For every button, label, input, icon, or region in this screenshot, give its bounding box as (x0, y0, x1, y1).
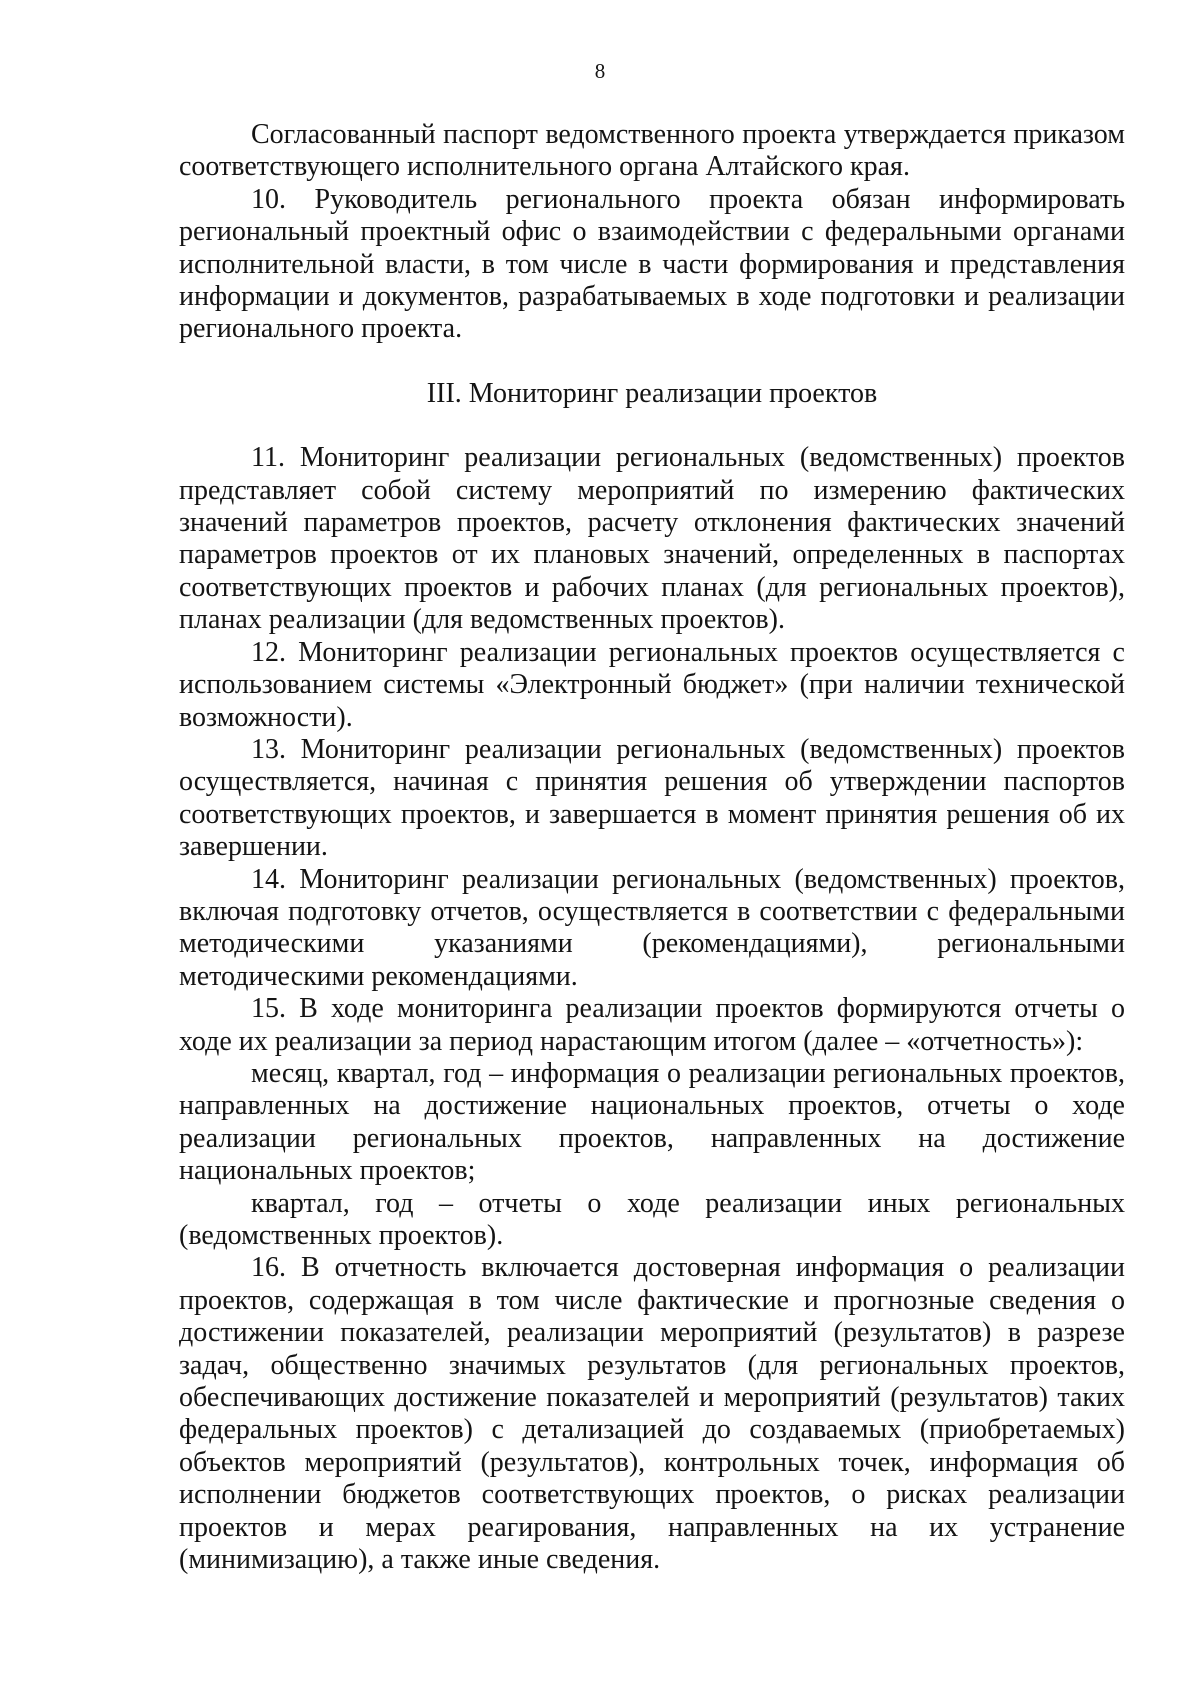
paragraph-15: 15. В ходе мониторинга реализации проектов формируются отчеты о ходе их реализации за период нарастающим итогом (далее – «отчетность»): (179, 993, 1125, 1057)
paragraph-15-quarterly: квартал, год – отчеты о ходе реализации иных региональных (ведомственных проектов). (179, 1187, 1125, 1251)
paragraph-15-monthly: месяц, квартал, год – информация о реализации региональных проектов, направленных на достижение национальных проектов, отчеты о ходе реализации региональных проектов, направленных на достижение национальных проектов; (179, 1057, 1125, 1187)
paragraph-agreed-passport: Согласованный паспорт ведомственного проекта утверждается приказом соответствующего исполнительного органа Алтайского края. (179, 119, 1125, 183)
paragraph-11: 11. Мониторинг реализации региональных (ведомственных) проектов представляет собой систему мероприятий по измерению фактических значений параметров проектов, расчету отклонения фактических значений параметров проектов от их плановых значений, определенных в паспортах соответствующих проектов и рабочих планах (для региональных проектов), планах реализации (для ведомственных проектов). (179, 442, 1125, 636)
paragraph-13: 13. Мониторинг реализации региональных (ведомственных) проектов осуществляется, начиная с принятия решения об утверждении паспортов соответствующих проектов, и завершается в момент принятия решения об их завершении. (179, 733, 1125, 863)
paragraph-14: 14. Мониторинг реализации региональных (ведомственных) проектов, включая подготовку отчетов, осуществляется в соответствии с федеральными методическими указаниями (рекомендациями), региональными методическими рекомендациями. (179, 863, 1125, 992)
page-number: 8 (594, 59, 606, 83)
section-heading-monitoring: III. Мониторинг реализации проектов (426, 377, 878, 409)
paragraph-16: 16. В отчетность включается достоверная информация о реализации проектов, содержащая в том числе фактические и прогнозные сведения о достижении показателей, реализации мероприятий (результатов) в разрезе задач, общественно значимых результатов (для региональных проектов, обеспечивающих достижение показателей и мероприятий (результатов) таких федеральных проектов) с детализацией до создаваемых (приобретаемых) объектов мероприятий (результатов), контрольных точек, информация об исполнении бюджетов соответствующих проектов, о рисках реализации проектов и мерах реагирования, направленных на их устранение (минимизацию), а также иные сведения. (179, 1252, 1125, 1576)
paragraph-12: 12. Мониторинг реализации региональных проектов осуществляется с использованием системы «Электронный бюджет» (при наличии технической возможности). (179, 636, 1125, 733)
paragraph-10: 10. Руководитель регионального проекта обязан информировать региональный проектный офис о взаимодействии с федеральными органами исполнительной власти, в том числе в части формирования и представления информации и документов, разрабатываемых в ходе подготовки и реализации регионального проекта. (179, 183, 1125, 345)
document-body (179, 119, 1125, 1576)
